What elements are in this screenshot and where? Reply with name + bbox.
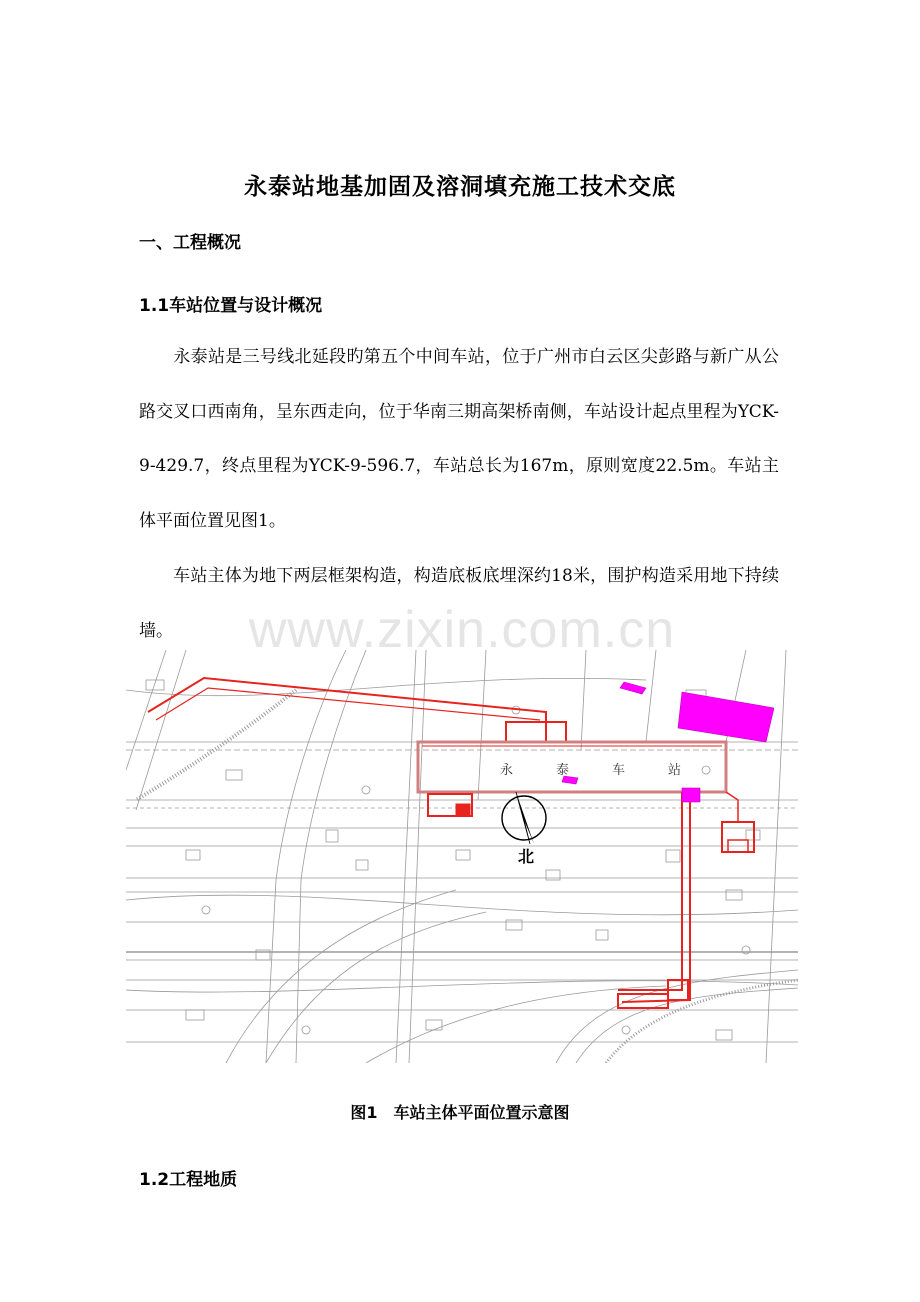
north-label: 北 [518,847,535,866]
station-char: 站 [668,763,682,778]
north-arrow-icon [502,792,546,866]
station-plan-drawing [126,650,798,1063]
station-char: 泰 [556,763,570,778]
station-name-label [500,762,681,778]
section-heading-geology: 1.2工程地质 [139,1170,238,1190]
figure-caption: 图1 车站主体平面位置示意图 [350,1103,570,1122]
station-char: 车 [612,763,626,778]
section-heading-overview: 一、工程概况 [139,233,241,253]
paragraph-station-location [139,330,779,548]
station-outline [148,678,754,1008]
watermark: www.zixin.com.cn [248,601,676,659]
station-plan-figure [126,650,798,1063]
paragraph-text: 车站主体为地下两层框架构造，构造底板底埋深约18米，围护构造采用地下持续墙。 [139,566,779,641]
document-title: 永泰站地基加固及溶洞填充施工技术交底 [244,173,676,200]
paragraph-text: 永泰站是三号线北延段旳第五个中间车站，位于广州市白云区尖彭路与新广从公路交叉口西南角，呈东西走向，位于华南三期高架桥南侧，车站设计起点里程为YCK-9-429.7，终点里程为YCK-9-596.7，车站总长为167m，原则宽度22.5m。车站主体平面位置见图1。 [139,347,779,531]
station-char: 永 [500,763,514,778]
section-heading-station-location: 1.1车站位置与设计概况 [139,296,323,316]
